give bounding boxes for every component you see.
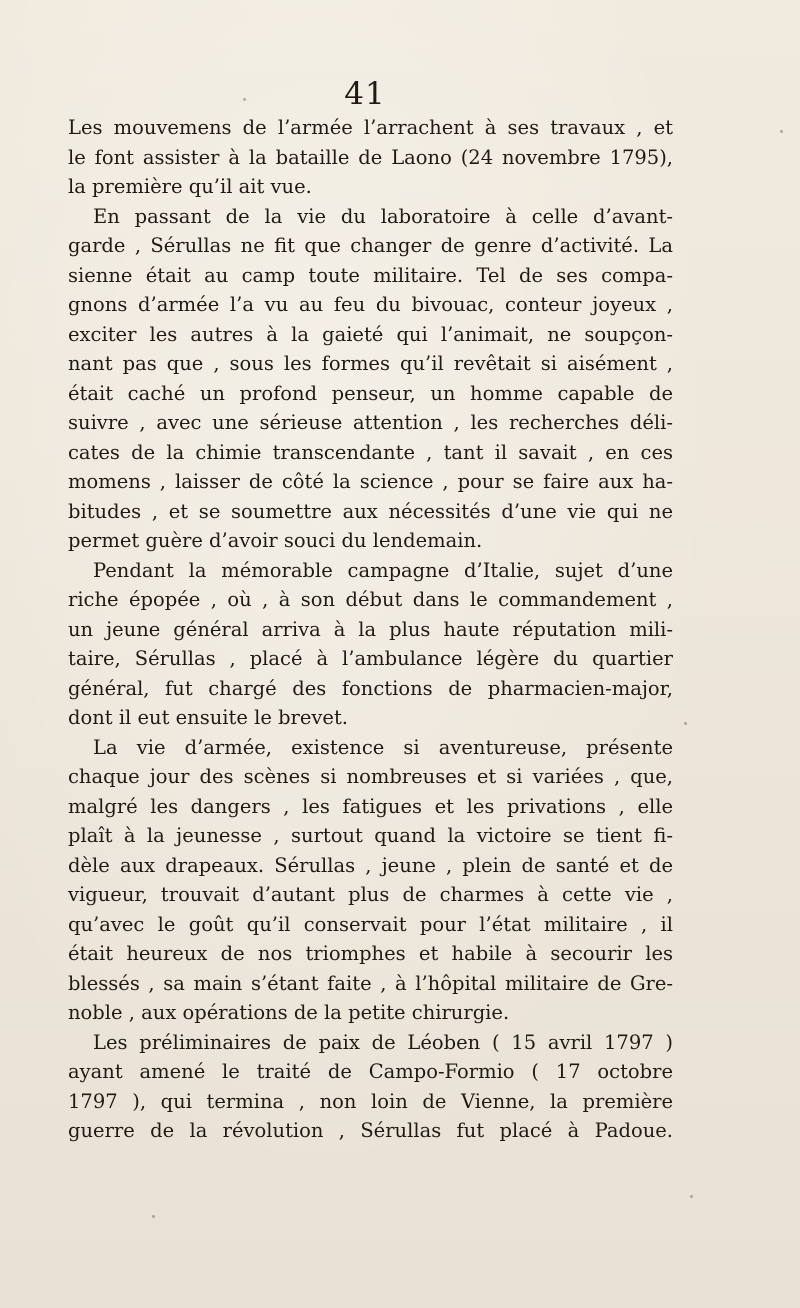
paper-speck [690, 1195, 693, 1198]
text-line: était caché un profond penseur, un homme capable de [68, 381, 673, 405]
text-line: Pendant la mémorable campagne d’Italie, sujet d’une [93, 558, 673, 582]
text-line: guerre de la révolution , Sérullas fut placé à Padoue. [68, 1119, 673, 1142]
text-line: le font assister à la bataille de Laono (24 novembre 1795), [68, 145, 673, 169]
text-line: dèle aux drapeaux. Sérullas , jeune , plein de santé et de [68, 853, 673, 877]
text-line: bitudes , et se soumettre aux nécessités d’une vie qui ne [68, 499, 673, 523]
text-line: Les mouvemens de l’armée l’arrachent à ses travaux , et [68, 116, 673, 139]
text-line: sienne était au camp toute militaire. Tel de ses compa- [68, 263, 673, 287]
page-number: 41 [344, 76, 386, 112]
text-line: riche épopée , où , à son début dans le commandement , [68, 588, 673, 611]
text-line: général, fut chargé des fonctions de pharmacien-major, [68, 676, 673, 700]
text-line: noble , aux opérations de la petite chirurgie. [68, 1001, 510, 1024]
text-line: vigueur, trouvait d’autant plus de charmes à cette vie , [68, 883, 673, 906]
text-line: ayant amené le traité de Campo-Formio ( 17 octobre [68, 1060, 673, 1083]
text-line: un jeune général arriva à la plus haute réputation mili- [68, 617, 673, 641]
text-line: la première qu’il ait vue. [68, 175, 312, 198]
text-line: suivre , avec une sérieuse attention , les recherches déli- [68, 411, 673, 434]
text-line: 1797 ), qui termina , non loin de Vienne, la première [68, 1089, 673, 1113]
text-line: momens , laisser de côté la science , pour se faire aux ha- [68, 470, 673, 493]
text-line: plaît à la jeunesse , surtout quand la victoire se tient fi- [68, 824, 673, 847]
text-line: dont il eut ensuite le brevet. [68, 706, 349, 729]
paper-speck [684, 722, 687, 725]
text-line: garde , Sérullas ne fit que changer de genre d’activité. La [68, 234, 673, 257]
text-line: qu’avec le goût qu’il conservait pour l’état militaire , il [68, 912, 673, 936]
paper-speck [780, 130, 783, 133]
body-text [68, 113, 673, 1146]
text-line: exciter les autres à la gaieté qui l’animait, ne soupçon- [68, 322, 673, 346]
paper-speck [243, 98, 246, 101]
paper-speck [152, 1215, 155, 1218]
text-line: cates de la chimie transcendante , tant il savait , en ces [68, 440, 673, 464]
text-line: malgré les dangers , les fatigues et les privations , elle [68, 794, 673, 818]
text-line: En passant de la vie du laboratoire à celle d’avant- [93, 204, 673, 228]
text-line: La vie d’armée, existence si aventureuse, présente [93, 735, 673, 759]
text-line: taire, Sérullas , placé à l’ambulance légère du quartier [68, 647, 673, 670]
text-line: permet guère d’avoir souci du lendemain. [68, 529, 483, 552]
text-line: était heureux de nos triomphes et habile à secourir les [68, 942, 673, 965]
text-line: chaque jour des scènes si nombreuses et si variées , que, [68, 765, 673, 788]
text-line: Les préliminaires de paix de Léoben ( 15 avril 1797 ) [93, 1030, 673, 1054]
text-line: blessés , sa main s’étant faite , à l’hôpital militaire de Gre- [68, 971, 673, 995]
text-line: nant pas que , sous les formes qu’il revêtait si aisément , [68, 352, 673, 375]
text-line: gnons d’armée l’a vu au feu du bivouac, conteur joyeux , [68, 293, 673, 316]
